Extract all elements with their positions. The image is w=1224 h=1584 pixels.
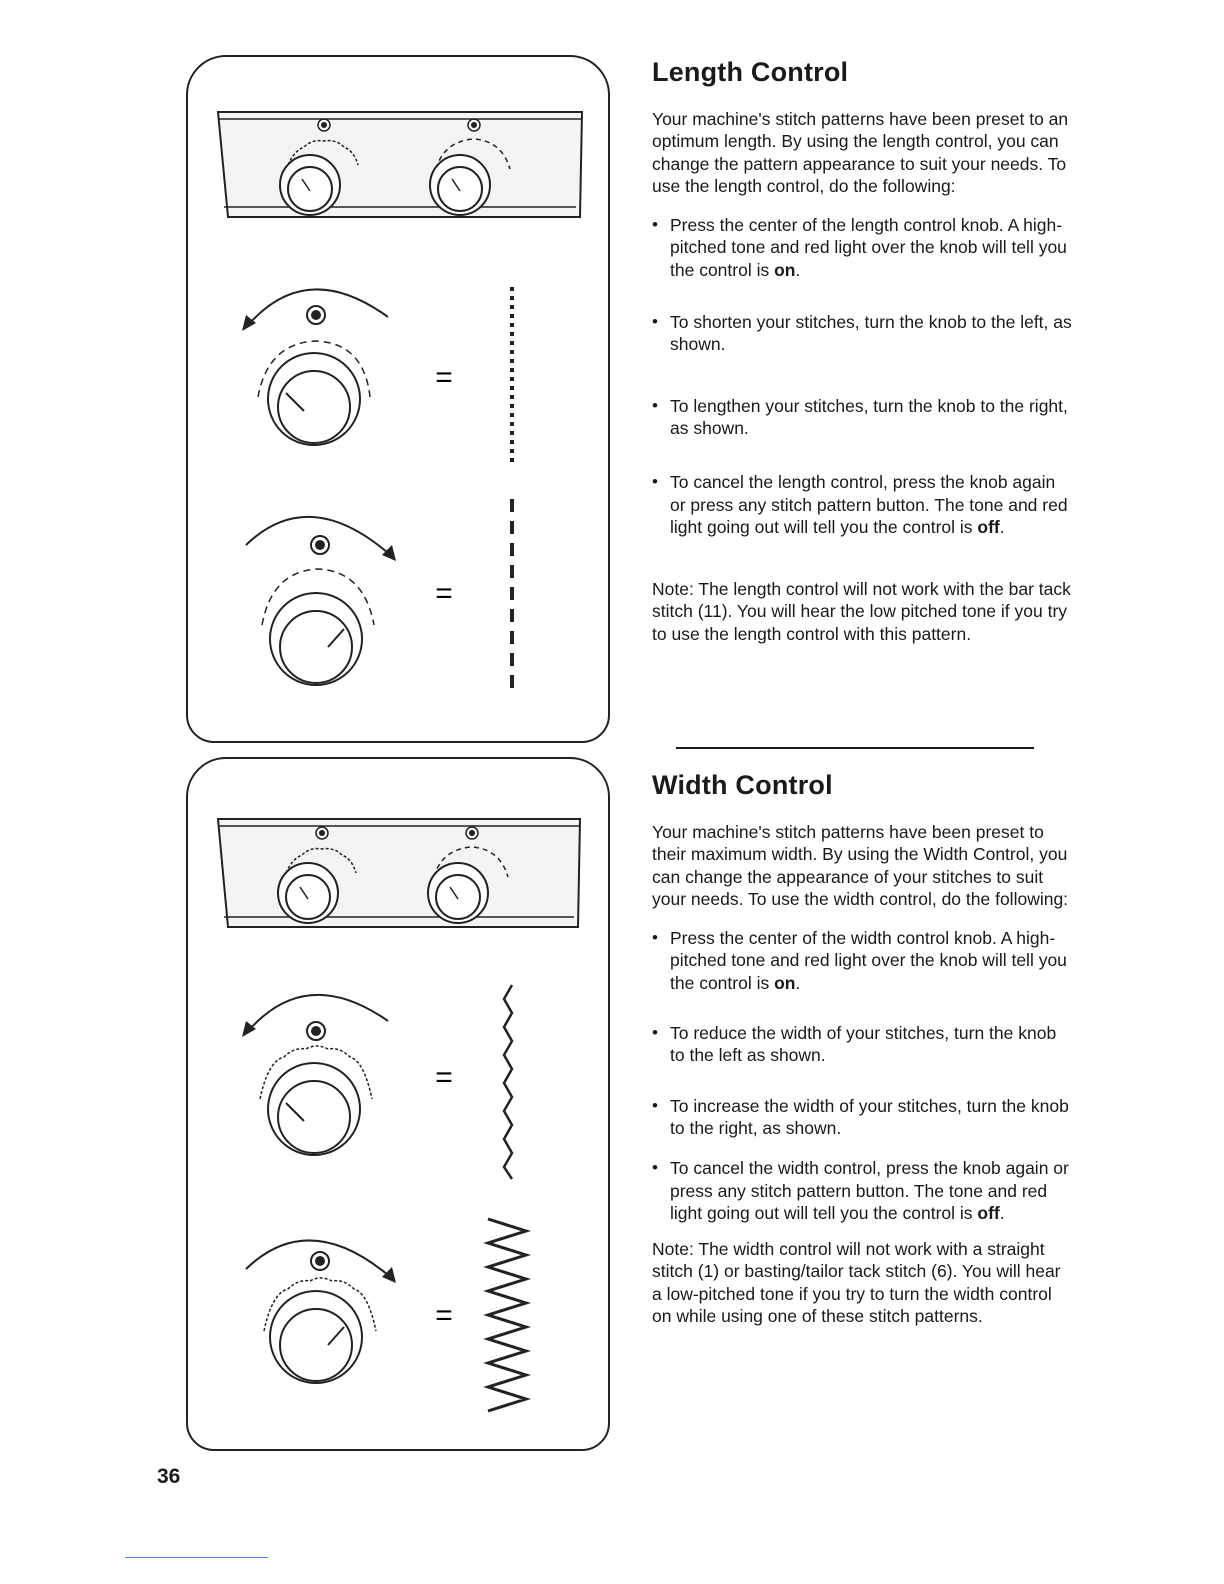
length-step-press: • Press the center of the length control knob. A high-pitched tone and red light over the knob will tell you the control is on.: [652, 214, 1072, 281]
page-number: 36: [157, 1465, 181, 1488]
equals-sign-2: =: [435, 577, 453, 610]
length-step-cancel: • To cancel the length control, press the knob again or press any stitch pattern button. The tone and red light going out will tell you the control is off.: [652, 471, 1072, 538]
length-control-heading: Length Control: [652, 57, 849, 87]
length-note: Note: The length control will not work with the bar tack stitch (11). You will hear the low pitched tone if you try to use the length control with this pattern.: [652, 579, 1071, 644]
width-step-reduce: • To reduce the width of your stitches, turn the knob to the left as shown.: [652, 1022, 1072, 1067]
section-divider: [676, 747, 1034, 749]
control-strip: [218, 112, 582, 217]
wide-zigzag-icon: [488, 1219, 526, 1411]
width-control-section: [652, 770, 1072, 1327]
length-illustration: [188, 57, 612, 745]
length-step-shorten: • To shorten your stitches, turn the knob to the left, as shown.: [652, 311, 1072, 356]
width-control-heading: Width Control: [652, 770, 833, 800]
equals-sign-3: =: [435, 1061, 453, 1094]
width-note: Note: The width control will not work with a straight stitch (1) or basting/tailor tack stitch (6). You will hear a low-pitched tone if you try to turn the width control on while using one of these stitch patterns.: [652, 1239, 1061, 1327]
footer-line: [125, 1557, 268, 1558]
width-step-cancel: • To cancel the width control, press the knob again or press any stitch pattern button. The tone and red light going out will tell you the control is off.: [652, 1157, 1072, 1224]
length-knob-right-icon: [262, 536, 374, 685]
width-illustration-panel: [186, 757, 610, 1451]
length-step-lengthen: • To lengthen your stitches, turn the knob to the right, as shown.: [652, 395, 1072, 440]
width-step-press: • Press the center of the width control knob. A high-pitched tone and red light over the knob will tell you the control is on.: [652, 927, 1072, 994]
narrow-zigzag-icon: [504, 985, 512, 1179]
control-strip: [218, 819, 580, 927]
width-knob-left-icon: [260, 1022, 372, 1155]
length-steps-list: [652, 214, 1072, 538]
width-knob-right-icon: [264, 1252, 376, 1383]
length-illustration-panel: [186, 55, 610, 743]
length-intro: Your machine's stitch patterns have been preset to an optimum length. By using the length control, you can change the pattern appearance to suit your needs. To use the length control, do the following:: [652, 109, 1069, 196]
width-steps-list: [652, 927, 1072, 1224]
length-control-section: [652, 57, 1072, 645]
width-intro: Your machine's stitch patterns have been preset to their maximum width. By using the Width Control, you can change the appearance of your stitches to suit your needs. To use the width control, do the following:: [652, 822, 1069, 909]
length-knob-left-icon: [258, 306, 370, 445]
equals-sign-1: =: [435, 361, 453, 394]
equals-sign-4: =: [435, 1299, 453, 1332]
width-illustration: [188, 759, 612, 1453]
width-step-increase: • To increase the width of your stitches, turn the knob to the right, as shown.: [652, 1095, 1072, 1140]
